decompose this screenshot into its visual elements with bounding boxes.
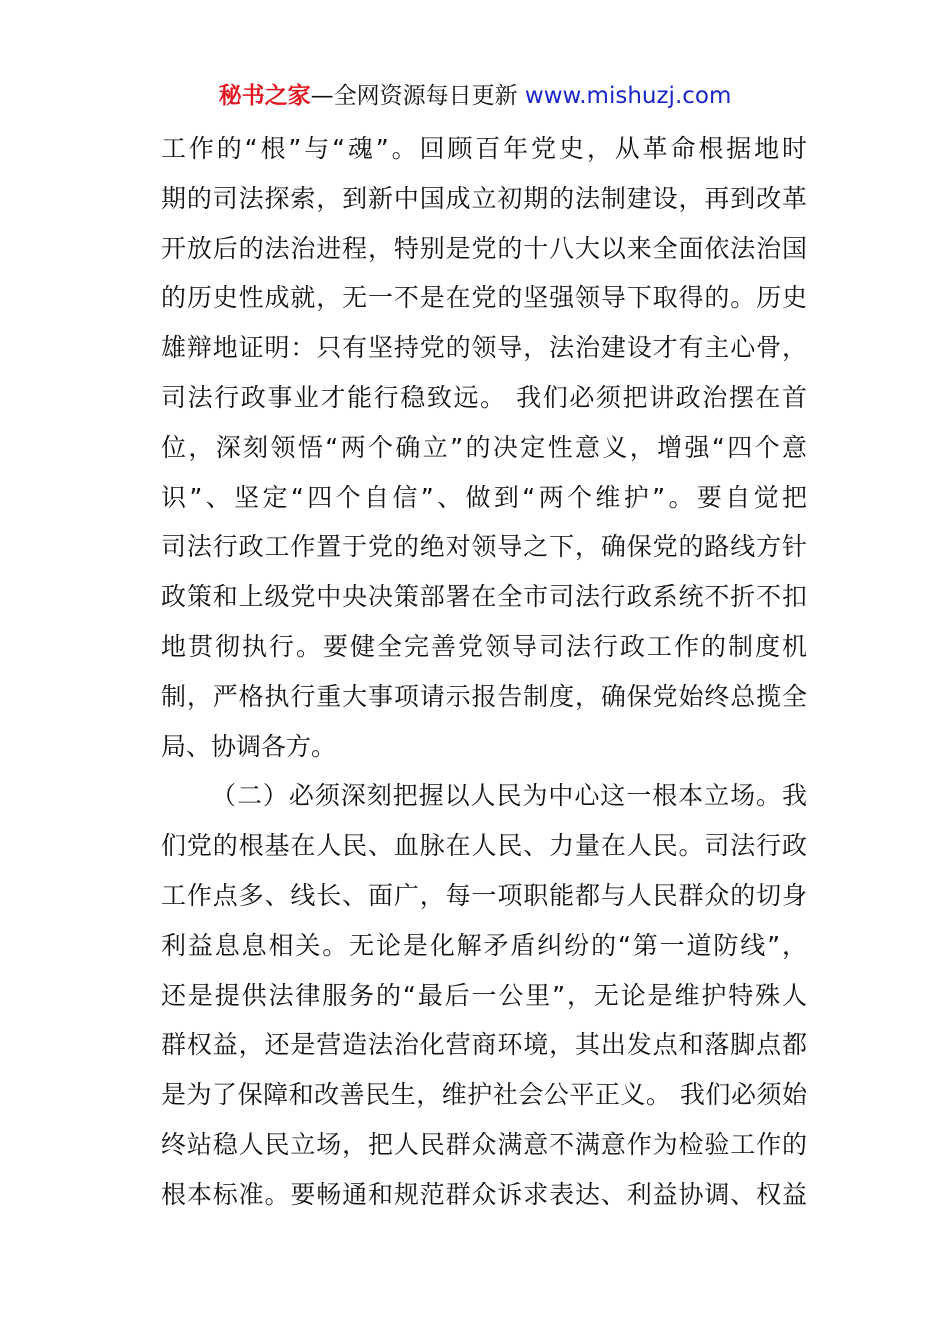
text-line: 的历史性成就，无一不是在党的坚强领导下取得的。历史 xyxy=(161,283,807,313)
section-heading-line: （二）必须深刻把握以人民为中心这一根本立场。我 xyxy=(211,781,807,811)
site-brand: 秘书之家 xyxy=(218,83,311,109)
paragraph-end-line: 局、协调各方。 xyxy=(161,731,337,761)
text-line: 开放后的法治进程，特别是党的十八大以来全面依法治国 xyxy=(161,233,807,263)
text-line: 位，深刻领悟“两个确立”的决定性意义，增强“四个意 xyxy=(161,432,807,462)
text-line: 还是提供法律服务的“最后一公里”，无论是维护特殊人 xyxy=(161,980,807,1010)
text-line: 政策和上级党中央决策部署在全市司法行政系统不折不扣 xyxy=(161,582,807,612)
document-body xyxy=(161,124,807,1220)
text-line: 识”、坚定“四个自信”、做到“两个维护”。要自觉把 xyxy=(161,482,807,512)
text-line: 利益息息相关。无论是化解矛盾纠纷的“第一道防线”， xyxy=(161,930,807,960)
text-line: 地贯彻执行。要健全完善党领导司法行政工作的制度机 xyxy=(161,631,807,661)
text-line: 雄辩地证明：只有坚持党的领导，法治建设才有主心骨， xyxy=(161,333,807,363)
text-line: 群权益，还是营造法治化营商环境，其出发点和落脚点都 xyxy=(161,1030,807,1060)
site-tagline: —全网资源每日更新 xyxy=(310,83,518,109)
site-url-link[interactable]: www.mishuzj.com xyxy=(524,83,732,109)
text-line: 们党的根基在人民、血脉在人民、力量在人民。司法行政 xyxy=(161,831,807,861)
text-line: 工作的“根”与“魂”。回顾百年党史，从革命根据地时 xyxy=(161,134,807,163)
text-line: 司法行政事业才能行稳致远。 我们必须把讲政治摆在首 xyxy=(161,382,807,412)
text-line: 司法行政工作置于党的绝对领导之下，确保党的路线方针 xyxy=(161,532,807,562)
page-header xyxy=(0,80,950,112)
text-line: 工作点多、线长、面广，每一项职能都与人民群众的切身 xyxy=(161,880,807,910)
text-line: 制，严格执行重大事项请示报告制度，确保党始终总揽全 xyxy=(161,681,807,711)
text-line: 期的司法探索，到新中国成立初期的法制建设，再到改革 xyxy=(161,183,807,213)
text-line: 是为了保障和改善民生，维护社会公平正义。 我们必须始 xyxy=(161,1080,807,1110)
text-line: 根本标准。要畅通和规范群众诉求表达、利益协调、权益 xyxy=(161,1179,807,1209)
text-line: 终站稳人民立场，把人民群众满意不满意作为检验工作的 xyxy=(161,1129,807,1159)
